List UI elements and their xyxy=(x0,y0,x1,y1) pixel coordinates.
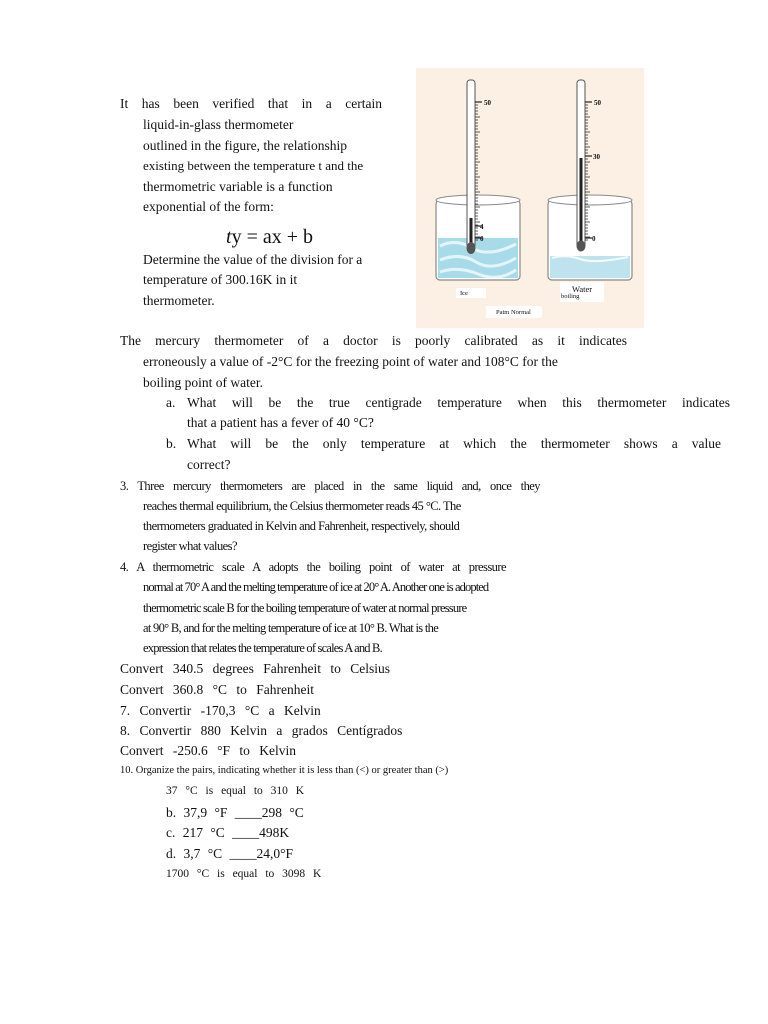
ice-label: Ice xyxy=(460,290,468,297)
problem2-b-line-2: correct? xyxy=(187,457,231,472)
problem2-line-2: erroneously a value of -2°C for the freezing point of water and 108°C for the xyxy=(143,354,558,369)
problem2-b-marker: b. xyxy=(166,436,177,451)
left-thermometer-bulb xyxy=(467,242,476,254)
water-label: Water xyxy=(572,284,593,294)
problem2-line-3: boiling point of water. xyxy=(143,375,263,390)
left-scale-zero: 0 xyxy=(480,235,484,243)
problem10-item-b: b. 37,9 °F ____298 °C xyxy=(166,805,304,820)
problem1-after-line-2: temperature of 300.16K in it xyxy=(143,272,298,287)
problem4-line-2: normal at 70° A and the melting temperature of ice at 20° A. Another one is adopted xyxy=(143,580,489,594)
conversion-5: Convert -250.6 °F to Kelvin xyxy=(120,743,297,758)
problem10-item-a: 37 °C is equal to 310 K xyxy=(166,785,305,797)
problem10-item-c: c. 217 °C ____498K xyxy=(166,825,290,840)
problem2-a-marker: a. xyxy=(166,395,176,410)
conversion-2: Convert 360.8 °C to Fahrenheit xyxy=(120,682,315,697)
problem4-line-3: thermometric scale B for the boiling temperature of water at normal pressure xyxy=(143,601,467,615)
problem2-b-line-1: What will be the only temperature at which the thermometer shows a value xyxy=(187,436,721,451)
problem1-after-line-1: Determine the value of the division for a xyxy=(143,252,363,267)
problem1-line-4: existing between the temperature t and the xyxy=(143,158,364,173)
problem3-line-2: reaches thermal equilibrium, the Celsius thermometer reads 45 °C. The xyxy=(143,499,461,513)
problem4-line-4: at 90° B, and for the melting temperature of ice at 10° B. What is the xyxy=(143,621,439,635)
problem10-title: 10. Organize the pairs, indicating whether it is less than (<) or greater than (>) xyxy=(120,765,449,776)
problem10-item-e: 1700 °C is equal to 3098 K xyxy=(166,868,322,880)
left-scale-top: 50 xyxy=(484,99,491,107)
problem4-line-5: expression that relates the temperature of scales A and B. xyxy=(143,641,382,655)
thermometer-illustration xyxy=(416,68,644,328)
conversion-8: 8. Convertir 880 Kelvin a grados Centígrados xyxy=(120,723,403,738)
problem2-line-1: The mercury thermometer of a doctor is poorly calibrated as it indicates xyxy=(120,333,627,348)
problem2-a-line-2: that a patient has a fever of 40 °C? xyxy=(187,415,374,430)
right-scale-mid: 30 xyxy=(593,153,600,161)
problem10-item-d: d. 3,7 °C ____24,0°F xyxy=(166,846,294,861)
problem3-line-3: thermometers graduated in Kelvin and Fahrenheit, respectively, should xyxy=(143,519,460,533)
problem3-line-4: register what values? xyxy=(143,539,237,553)
problem2-a-line-1: What will be the true centigrade temperature when this thermometer indicates xyxy=(187,395,730,410)
right-scale-top: 50 xyxy=(594,99,601,107)
conversion-1: Convert 340.5 degrees Fahrenheit to Celsius xyxy=(120,661,390,676)
problem1-line-5: thermometric variable is a function xyxy=(143,179,333,194)
right-thermometer-bulb xyxy=(577,241,586,252)
problem3-line-1: 3. Three mercury thermometers are placed in the same liquid and, once they xyxy=(120,479,540,493)
problem4-line-1: 4. A thermometric scale A adopts the boiling point of water at pressure xyxy=(120,560,506,574)
conversion-7: 7. Convertir -170,3 °C a Kelvin xyxy=(120,703,321,718)
formula-variable: t xyxy=(226,226,232,248)
problem1-line-2: liquid-in-glass thermometer xyxy=(143,117,294,132)
problem1-after-line-3: thermometer. xyxy=(143,293,215,308)
left-scale-low: 4 xyxy=(480,223,484,231)
thermometer-figure xyxy=(416,68,644,328)
problem1-line-1: It has been verified that in a certain xyxy=(120,96,382,111)
formula-expression: y = ax + b xyxy=(231,226,313,248)
problem1-line-3: outlined in the figure, the relationship xyxy=(143,138,347,153)
right-scale-zero: 0 xyxy=(592,235,596,243)
patm-label: Patm Normal xyxy=(496,309,531,316)
boiling-label: boiling xyxy=(561,293,580,300)
problem1-line-6: exponential of the form: xyxy=(143,199,274,214)
exponential-formula xyxy=(226,225,313,249)
